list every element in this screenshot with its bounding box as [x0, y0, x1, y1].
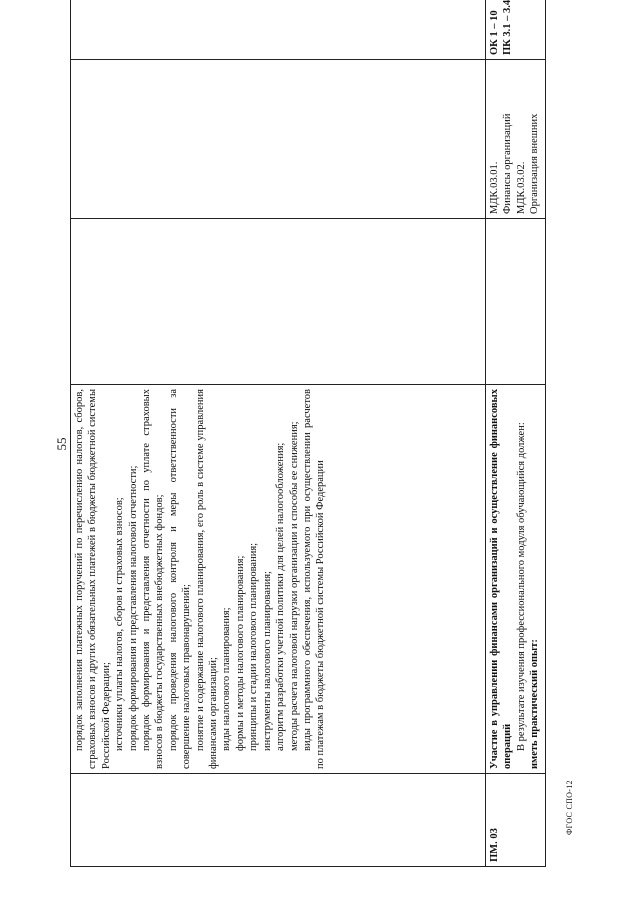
courses-cell [71, 60, 486, 219]
competency-pk: ПК 3.1 – 3.4 [502, 0, 514, 55]
competency-ok: ОК 1 – 10 [489, 10, 500, 55]
course-name: Организация внешних [529, 113, 541, 214]
list-item: принципы и стадии налогового планирования; [248, 542, 260, 751]
course-name: Финансы организаций [502, 113, 514, 214]
module-description [486, 385, 546, 774]
module-competencies [486, 0, 546, 60]
curriculum-table [70, 0, 546, 867]
module-experience-label: иметь практический опыт: [529, 639, 541, 769]
list-item: методы расчета налоговой нагрузки организации и способы ее снижения; [288, 421, 300, 751]
footer-standard: ФГОС СПО-12 [565, 780, 574, 835]
list-item: порядок формирования и представления отчетности по уплате страховых взносов в бюджеты государственных внебюджетных фондов; [141, 389, 166, 769]
index-cell [71, 774, 486, 867]
list-item: порядок формирования и представления налоговой отчетности; [127, 465, 139, 751]
content-cell [71, 385, 486, 774]
list-item: формы и методы налогового планирования; [234, 555, 246, 751]
course-code: МДК.03.01. [489, 161, 500, 214]
table-row [486, 0, 546, 867]
page-number: 55 [54, 437, 69, 451]
module-index: ПМ. 03 [486, 774, 546, 867]
list-item: источники уплаты налогов, сборов и страховых взносов; [114, 497, 126, 751]
list-item: алгоритм разработки учетной политики для целей налогообложения; [275, 442, 287, 751]
module-intro: В результате изучения профессионального модуля обучающийся должен: [515, 422, 527, 751]
table-row [71, 0, 486, 867]
list-item: порядок заполнения платежных поручений по перечислению налогов, сборов, страховых взносов и других обязательных платежей в бюджеты бюджетной системы Российской Федерации; [74, 389, 112, 769]
competencies-cell [71, 0, 486, 60]
list-item: виды программного обеспечения, используемого при осуществлении расчетов по платежам в бюджеты бюджетной системы Российской Федерации [301, 389, 327, 769]
list-item: понятие и содержание налогового планирования, его роль в системе управления финансами организаций; [194, 389, 220, 769]
module-title: Участие в управлении финансами организаций и осуществление финансовых операций [489, 389, 514, 769]
hours-cell [486, 219, 546, 385]
knowledge-list [73, 389, 328, 769]
rotated-page [70, 0, 553, 867]
hours-cell [71, 219, 486, 385]
list-item: порядок проведения налогового контроля и меры ответственности за совершение налоговых правонарушений; [167, 389, 193, 769]
course-code: МДК.03.02. [515, 161, 527, 214]
module-courses [486, 60, 546, 219]
curriculum-table-frame [70, 0, 553, 867]
list-item: виды налогового планирования; [221, 607, 233, 751]
list-item: инструменты налогового планирования; [261, 571, 273, 751]
